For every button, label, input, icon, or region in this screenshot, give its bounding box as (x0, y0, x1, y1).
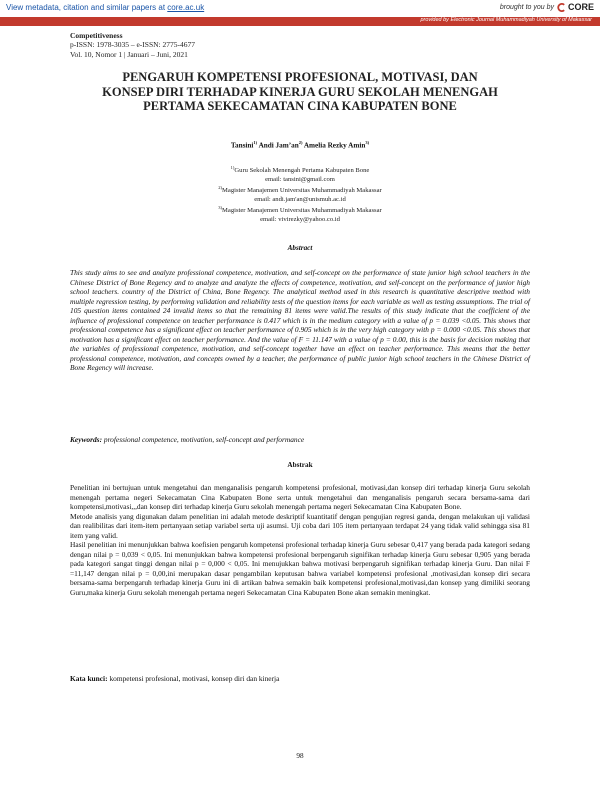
provided-by-text: provided by Electronic Journal Muhammadiyah University of Makassar (420, 17, 592, 23)
brought-by-text: brought to you by (499, 3, 554, 11)
affiliation-mark: 2) (218, 185, 223, 190)
abstract-id-paragraph: Penelitian ini bertujuan untuk mengetahui dan menganalisis pengaruh kompetensi profesional, motivasi,dan konsep diri terhadap kinerja Guru sekolah menengah pertama negeri Sekecamatan Cina Kabupaten Bone serta untuk mengetahui dan menganalisis pengaruh secara bersama-sama dari kompetensi,motivasi,,,dan konsep diri terhadap kinerja Guru sekolah menengah pertama negeri Sekecamatan Cina Kabupaten Bone. (70, 483, 530, 511)
paper-title (70, 70, 530, 114)
author-name: Andi Jam’an (258, 141, 299, 150)
affiliation-mark: 1) (230, 165, 235, 170)
affiliation-institution: $^{2)}$Magister Manajemen Universitas Muhammadiyah Makassar (218, 185, 382, 195)
affiliation-institution: $^{3)}$Magister Manajemen Universitas Muhammadiyah Makassar (218, 205, 382, 215)
core-brought-by[interactable] (500, 2, 594, 12)
abstract-en-text: This study aims to see and analyze professional competence, motivation, and self-concept on the performance of state junior high school teachers in the Chinese District of Bone Regency and to analyze and analyze the effects of competence, motivation, and self-concept on the performance of junior high school teachers. country of the District of China, Bone Regency. The analytical method used in this research is quantitative descriptive method with multiple regression testing, by performing validation and reliability tests of the question items for each variable as well as testing assumptions. The trial of 105 question items contained 24 invalid items so that the remaining 81 items were valid.The results of this study indicate that the coefficient of the influence of professional competence on teacher performance is 0.417 which is in the medium category with a value of p = 0.039 <0.05. This shows that professional competence has a significant effect on teacher performance of 0.905 which is in the very high category with p = 0.000 <0.05. This shows that motivation has a significant effect on teacher performance. And the value of F = 11.147 with a value of p = 0.00, this is the basis for decision making that the variables of professional competence, motivation, and self-concept together have an effect on teacher performance. This means that the better professional competence, motivation, and concepts owned by a teacher, the performance of public junior high school teachers in the Chinese District of Bone Regency will increase. (70, 268, 530, 372)
abstract-id-paragraph: Hasil penelitian ini menunjukkan bahwa koefisien pengaruh kompetensi profesional terhadap kinerja Guru sebesar 0,417 yang berada pada kategori sedang dengan nilai p = 0,039 < 0,05. Ini menunjukkan bahwa kompetensi profesional berpengaruh signifikan terhadap kinerja Guru sebesar 0,905 yang berada pada kategori sangat tinggi dengan nilai p = 0,000 < 0,05. Ini menujukkan bahwa motivasi berpengaruh signifikan terhadap kinerja Guru. Dan nilai F =11,147 dengan nilai p = 0,00,ini merupakan dasar pengambilan keputusan bahwa variabel kompetensi profesional ,motivasi,dan konsep diri secara bersama-sama berpengaruh terhadap kinerja Guru ini di artikan bahwa semakin baik kompetensi profesional,motivasi,dan konsep yang dimiliki seorang Guru,maka kinerja Guru sekolah menengah pertama negeri Sekecamatan Cina Kabupaten Bone akan semakin meningkat. (70, 540, 530, 597)
affiliation-institution: $^{1)}$Guru Sekolah Menengah Pertama Kabupaten Bone (230, 165, 370, 175)
keywords-id (70, 674, 530, 683)
core-logo-icon (557, 3, 566, 12)
journal-name: Competitiveness (70, 31, 123, 40)
page-number: 98 (296, 752, 304, 760)
keywords-id-values: kompetensi profesional, motivasi, konsep diri dan kinerja (109, 674, 280, 683)
abstract-id-heading: Abstrak (287, 461, 313, 469)
core-site-link[interactable]: core.ac.uk (167, 3, 205, 12)
title-line: PERTAMA SEKECAMATAN CINA KABUPATEN BONE (143, 99, 457, 113)
core-provider-strip (0, 17, 600, 26)
core-top-bar (0, 0, 600, 17)
core-banner (0, 0, 600, 27)
affiliation-list (70, 164, 530, 224)
keywords-en (70, 435, 530, 444)
keywords-id-label: Kata kunci: (70, 674, 108, 683)
keywords-en-label: Keywords: (70, 435, 103, 444)
author-mark: 2) (298, 140, 303, 145)
affiliation-email: email: vivirezky@yahoo.co.id (260, 215, 340, 223)
author-name: Amelia Rezky Amin (303, 141, 366, 150)
abstract-id-paragraph: Metode analisis yang digunakan dalam penelitian ini adalah metode deskriptif kuantitatif dengan pengujian regresi ganda, dengan melakukan uji validasi dan realibilitas dari item-item pertanyaan setiap variabel serta uji asumsi. Uji coba dari 105 item pertanyaan terdapat 24 yang tidak valid sehingga sisa 81 item yang valid. (70, 511, 530, 540)
core-logo[interactable] (557, 2, 594, 12)
author-name: Tansini (230, 141, 254, 150)
author-mark: 3) (365, 140, 370, 145)
core-metadata-link[interactable] (6, 3, 204, 12)
author-mark: 1) (253, 140, 258, 145)
core-logo-text: CORE (567, 2, 594, 12)
author-list (70, 140, 530, 149)
abstract-en-heading: Abstract (287, 244, 313, 252)
title-line: PENGARUH KOMPETENSI PROFESIONAL, MOTIVASI, DAN (122, 70, 478, 84)
affiliation-mark: 3) (218, 205, 223, 210)
keywords-en-values: professional competence, motivation, self-concept and performance (103, 435, 305, 444)
abstract-id-text (70, 483, 530, 597)
title-line: KONSEP DIRI TERHADAP KINERJA GURU SEKOLAH MENENGAH (102, 84, 498, 99)
journal-info (70, 31, 195, 59)
core-link-prefix: View metadata, citation and similar papers at (6, 3, 166, 12)
affiliation-email: email: andi.jam'an@unismuh.ac.id (254, 195, 346, 203)
journal-volume: Vol. 10, Nomor 1 | Januari – Juni, 2021 (70, 49, 188, 59)
journal-issn: p-ISSN: 1978-3035 – e-ISSN: 2775-4677 (70, 40, 195, 50)
affiliation-email: email: tansini@gmail.com (265, 175, 335, 183)
